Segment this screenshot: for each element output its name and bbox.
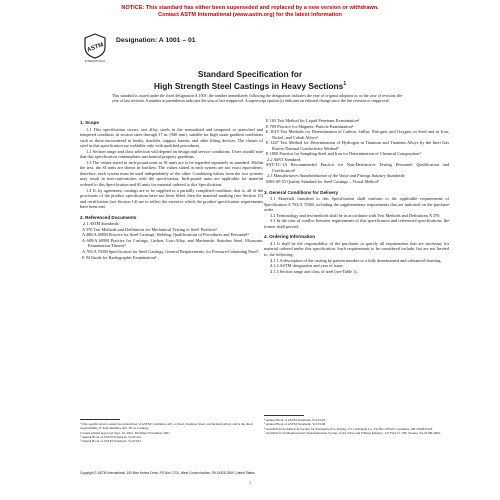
footnote: ⁵ Annual Book of ASTM Standards, Vol 03.06. <box>264 422 326 427</box>
title-line-1: Standard Specification for <box>197 69 303 79</box>
left-column <box>80 118 263 260</box>
astm-standards-label: 2.1 ASTM Standards: <box>83 221 120 227</box>
logo-text: ASTM <box>86 42 105 54</box>
footnote: ³ Annual Book of ASTM Standards, Vol 03.03. <box>80 439 142 444</box>
ordering-4-1: 4.1 It shall be the responsibility of the purchaser to specify all requirements that are necessary for material ordered under this specification. Such requirements to be considered include, but are not limited to, the following: <box>264 240 449 258</box>
ref-item: A 488/A 488M Practice for Steel Castings, Welding, Qualifications of Procedures and Personnel³ <box>82 232 249 238</box>
general-conditions-heading: 3. General Conditions for Delivery <box>264 189 339 195</box>
scope-1-4: 1.4 If, by agreement, castings are to be supplied in a partially completed condition, that is, all of the provisions of the product specification have not been filled, then the material marking (see Section 15) and certification (see Section 14) are to reflect the extent to which the product specification requirements have been met. <box>80 187 263 210</box>
footnote: ⁷ Available from Manufacturers Standardization Society of the Valve and Fittings Industry, 127 Park St., NE, Vienna, VA 22180-4602. <box>264 430 441 435</box>
notice-line-1: NOTICE: This standard has either been superseded and replaced by a new version or withdrawn. <box>121 5 379 11</box>
title-line-2 <box>0 79 500 91</box>
mss-standards-label: 2.3 Manufacturers Standardization of the Value and Fittings Industry Standards: <box>267 173 406 179</box>
footnotes-right <box>264 418 449 435</box>
scope-1-1: 1.1 This specification covers cast alloy steels in the normalized and tempered or quenched and tempered condition, in section sizes through 37 in. (940 mm), suitable for high strain gradient conditions such as those encountered in hooks, shackles, support frames, and other lifting devices. The classes of steel in this specification are weldable only with qualified procedures. <box>80 126 263 149</box>
ref-item: E 94 Guide for Radiographic Examination⁴ <box>82 254 157 260</box>
ref-item: E 709 Practice for Magnetic Particle Examination⁴ <box>266 123 354 129</box>
ref-item: E 1019 Test Methods for Determination of Carbon, Sulfur, Nitrogen, and Oxygen, in Steel and in Iron, Nickel, and Cobalt Alloys⁵ <box>266 129 449 140</box>
title-footnote-mark: 1 <box>343 81 347 87</box>
ordering-4-1-2: 4.1.2 ASTM designation and year of issue, <box>270 263 344 269</box>
ref-item: A 609/A 609M Practice for Castings, Carbon, Low-Alloy, and Martensitic Stainless Steel, Ultrasonic Examination Thereof³ <box>82 237 263 249</box>
referenced-documents-heading: 2. Referenced Documents <box>80 214 137 220</box>
logo-caption: INTERNATIONAL <box>84 60 106 63</box>
general-3-1: 3.1 Materials furnished to this Specification shall conform to the applicable requirements of Specification A 703/A 703M, including the supplementary requirements that are indicated on the purchase order. <box>264 196 449 213</box>
footnote: Current edition approved Sept. 10, 2001. Published November 2001. <box>80 430 171 435</box>
general-3-2: 3.2 Terminology and test methods shall be in accordance with Test Methods and Definitions A 370. <box>270 212 441 218</box>
footnote: ⁴ Annual Book of ASTM Standards, Vol 03.03. <box>264 418 326 422</box>
ref-item: E 1806 Practice for Sampling Steel and Iron for Determination of Chemical Composition⁵ <box>266 151 421 157</box>
footnote-rule-left <box>80 419 120 420</box>
document-title <box>0 69 500 91</box>
scope-heading: 1. Scope <box>80 120 99 125</box>
scope-1-3: 1.3 The values stated in inch-pound units or SI units are to be regarded separately as standard. Within the text, the SI units are shown in brackets. The values stated in each system are not exact equivalents; therefore, each system must be used independently of the other. Combining values from the two systems may result in non-conformities with the specification. Inch-pound units are applicable for material ordered to this Specification and SI units for material ordered to this Specification. <box>80 159 263 188</box>
right-column <box>264 118 449 274</box>
notice-line-2: Contact ASTM International (www.astm.org) for the latest information <box>158 12 342 18</box>
footnote-rule-right <box>264 415 304 416</box>
ref-item: A 370 Test Methods and Definitions for Mechanical Testing of Steel Products² <box>82 226 217 232</box>
ordering-information-heading: 4. Ordering Information <box>264 234 316 240</box>
ordering-4-1-3: 4.1.3 Section range and class of steel (see Table 1), <box>270 268 358 274</box>
page-number: 1 <box>249 480 251 485</box>
asnt-standard-label: 2.2 ASNT Standard: <box>267 156 302 162</box>
scope-1-2: 1.2 Section range and class selection will depend on design and service conditions. Users should note that this specification contemplates mechanical property gradients. <box>80 148 263 160</box>
copyright-footer: Copyright © ASTM International, 100 Barr Harbor Drive, PO Box C700, West Conshohocken, PA 19428-2959, United States. <box>80 471 256 475</box>
title-line-2-text: High Strength Steel Castings in Heavy Sections <box>153 80 344 91</box>
general-3-3: 3.3 In the case of conflict between requirements of this specification and referenced specifications, the former shall prevail. <box>264 218 449 229</box>
ordering-4-1-1: 4.1.1 A description of the casting by pattern number or a fully dimensioned and toleranced drawing, <box>270 257 442 263</box>
footnotes-left <box>80 422 263 443</box>
designation: Designation: A 1001 – 01 <box>116 37 196 44</box>
ref-item: E 1447 Test Method for Determination of Hydrogen in Titanium and Titanium Alloys by the Inert Gas Fusion Thermal Conductivity Method⁵ <box>266 140 449 151</box>
footnote: ⁶ Available from American Society for Nondestructive Testing, 1711 Arlingate Ln., PO Box 28518, Columbus, OH 43228-0518. <box>264 426 433 431</box>
ref-item: MSS SP-55 Quality Standard for Steel Castings – Visual Method⁷ <box>266 179 380 185</box>
preamble: This standard is issued under the fixed designation A 1001; the number immediately following the designation indicates the year of original adoption or, in the case of revision, the year of last revision. A number in parentheses indicates the year of last reapproval. A superscript epsilon (ε) indicates an editorial change since the last revision or reapproval. <box>112 93 402 104</box>
ref-item: E 165 Test Method for Liquid Penetrant Examination⁴ <box>266 118 360 123</box>
supersede-notice <box>0 5 500 19</box>
astm-logo-icon <box>83 33 107 59</box>
ref-item: SNT-TC-1A Recommended Practice for Non-Destructive Testing Personnel Qualification and Certification⁶ <box>266 162 449 173</box>
footnote: ¹ This specification is under the jurisdiction of ASTM Committee A01 on Steel, Stainless Steel, and Related Alloys and is the direct responsibility of Subcommittee A01.18 on Castings. <box>80 422 254 431</box>
ref-item: A 703/A 703M Specification for Steel Castings, General Requirements, for Pressure-Containing Parts³ <box>82 249 259 255</box>
footnote: ² Annual Book of ASTM Standards, Vol 01.02. <box>80 434 142 439</box>
